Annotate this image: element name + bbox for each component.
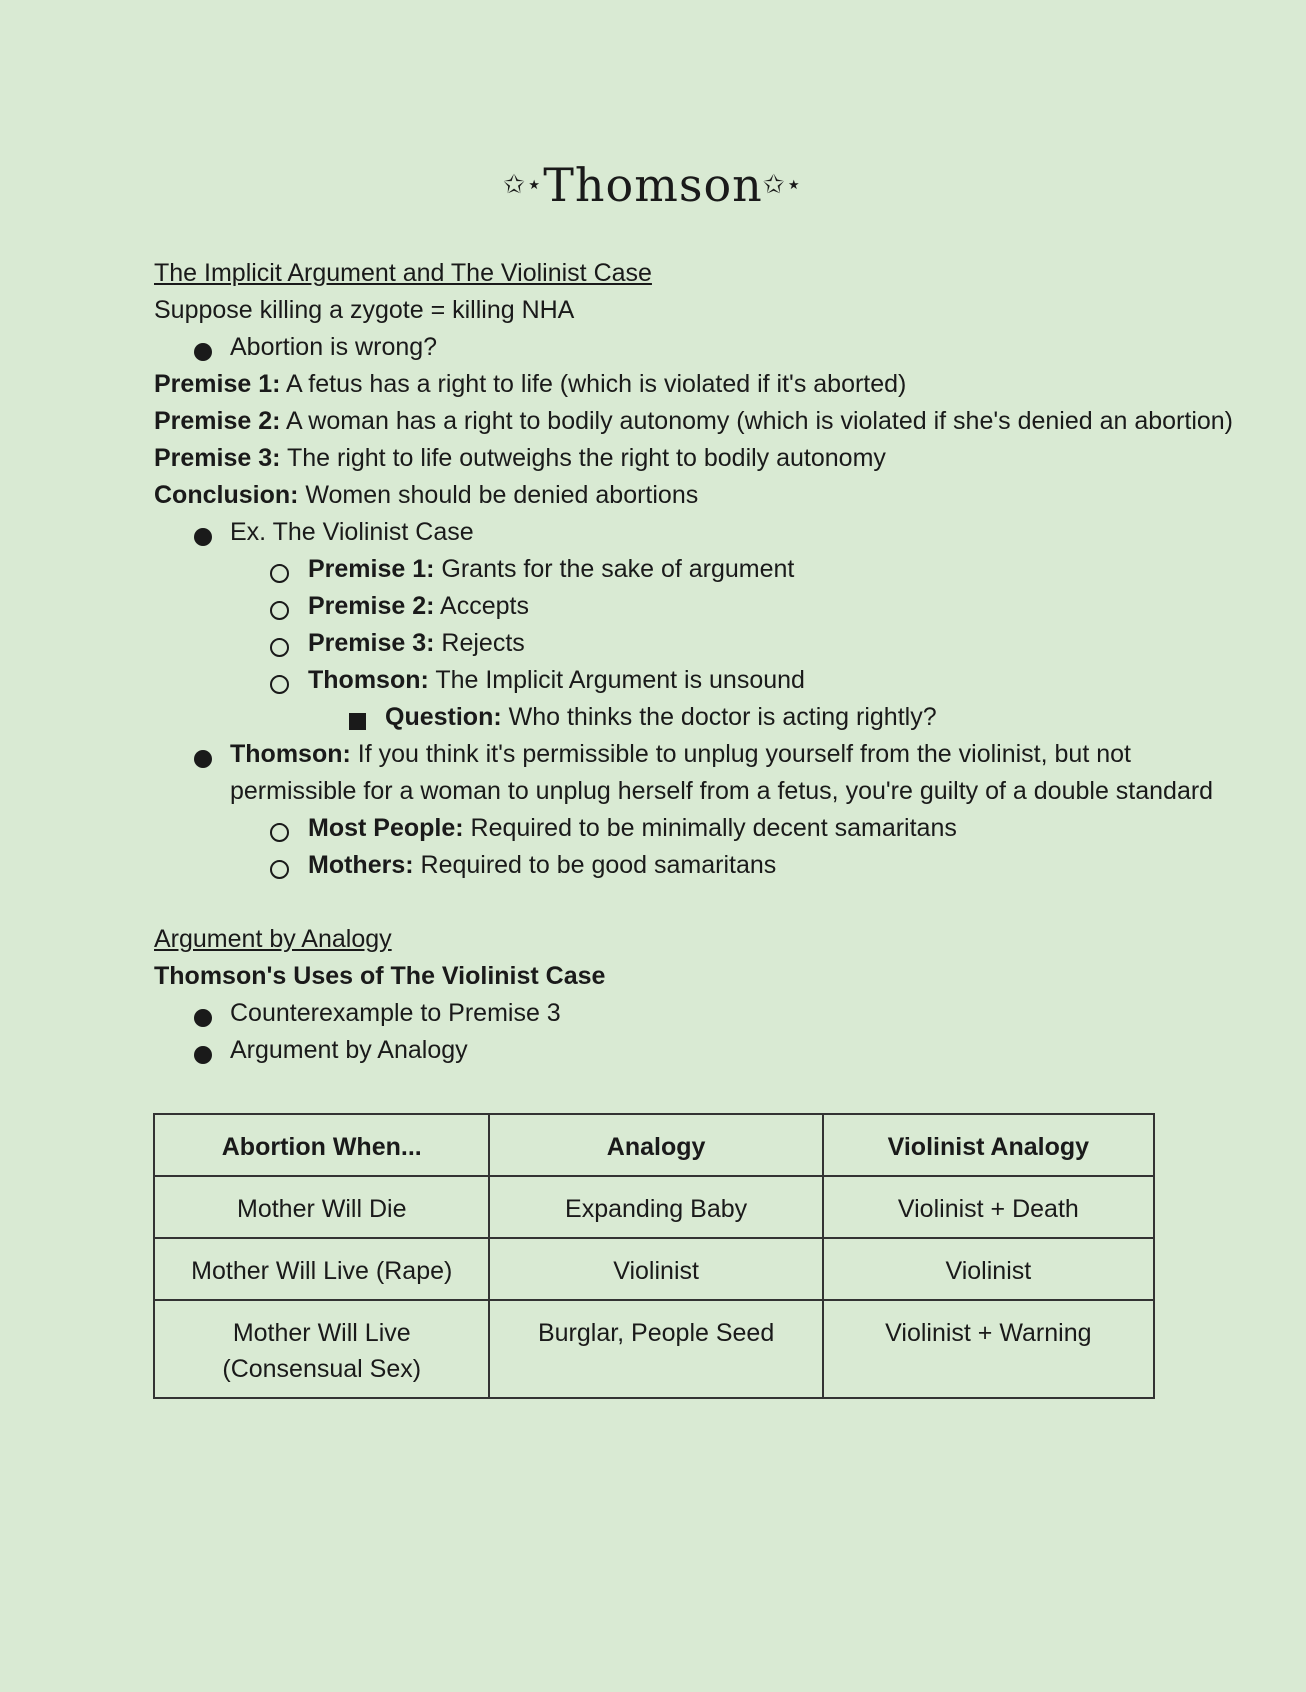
star-icon: ✩⋆ — [503, 170, 544, 200]
list-item-text: Ex. The Violinist Case — [230, 518, 474, 546]
list-item — [154, 699, 1164, 736]
list-item-continuation: permissible for a woman to unplug herself from a fetus, you're guilty of a double standard — [230, 777, 1214, 805]
premise-label: Premise 1: — [154, 370, 281, 398]
table-cell: Mother Will Live (Rape) — [154, 1238, 489, 1300]
list-item-text: Argument by Analogy — [230, 1036, 468, 1064]
table-cell: Violinist + Death — [823, 1176, 1154, 1238]
table-header-cell: Analogy — [489, 1114, 822, 1176]
spacer — [154, 884, 1164, 921]
analogy-table — [153, 1113, 1155, 1399]
list-item — [154, 810, 1164, 847]
premise-text: A woman has a right to bodily autonomy (which is violated if she's denied an abortion) — [280, 407, 1234, 435]
premise-text: The right to life outweighs the right to bodily autonomy — [280, 444, 886, 472]
subheading: Thomson's Uses of The Violinist Case — [154, 962, 606, 990]
section-heading-implicit-argument: The Implicit Argument and The Violinist Case — [154, 259, 652, 287]
list-item — [154, 551, 1164, 588]
table-cell: Mother Will Live (Consensual Sex) — [154, 1300, 489, 1398]
list-item — [154, 588, 1164, 625]
conclusion-label: Conclusion: — [154, 481, 299, 509]
bullet-disc-icon — [194, 1046, 212, 1064]
list-item — [154, 995, 1164, 1032]
list-item — [154, 662, 1164, 699]
list-item-label: Thomson: — [308, 666, 429, 694]
premise-3 — [154, 440, 1164, 477]
bullet-circle-icon — [270, 675, 289, 694]
bullet-circle-icon — [270, 564, 289, 583]
table-row — [154, 1300, 1154, 1398]
list-item-label: Question: — [385, 703, 502, 731]
list-item-text: Abortion is wrong? — [230, 333, 438, 361]
bullet-square-icon — [349, 713, 366, 730]
list-item-text: Counterexample to Premise 3 — [230, 999, 561, 1027]
table-header-cell: Violinist Analogy — [823, 1114, 1154, 1176]
bullet-circle-icon — [270, 601, 289, 620]
list-item — [154, 736, 1164, 773]
list-item-label: Mothers: — [308, 851, 414, 879]
list-item-text: Required to be good samaritans — [413, 851, 777, 879]
bullet-circle-icon — [270, 638, 289, 657]
list-item — [154, 847, 1164, 884]
list-item-label: Premise 3: — [308, 629, 435, 657]
table-header-row — [154, 1114, 1154, 1176]
table-cell: Expanding Baby — [489, 1176, 822, 1238]
list-item-text: Accepts — [434, 592, 529, 620]
premise-2 — [154, 403, 1234, 440]
premise-text: A fetus has a right to life (which is violated if it's aborted) — [280, 370, 907, 398]
star-icon: ✩⋆ — [762, 170, 803, 200]
page-title-text: Thomson — [543, 158, 763, 212]
table-cell: Mother Will Die — [154, 1176, 489, 1238]
list-item — [154, 514, 1164, 551]
table-cell: Burglar, People Seed — [489, 1300, 822, 1398]
list-item-text: Who thinks the doctor is acting rightly? — [501, 703, 937, 731]
list-item-label: Thomson: — [230, 740, 351, 768]
list-item-label: Premise 2: — [308, 592, 435, 620]
list-item — [154, 625, 1164, 662]
table-row — [154, 1238, 1154, 1300]
table-cell: Violinist — [823, 1238, 1154, 1300]
bullet-disc-icon — [194, 343, 212, 361]
notes-body — [154, 255, 1234, 1069]
table-cell: Violinist — [489, 1238, 822, 1300]
bullet-circle-icon — [270, 823, 289, 842]
table-cell: Violinist + Warning — [823, 1300, 1154, 1398]
page-title — [0, 158, 1306, 212]
list-item-text: Rejects — [434, 629, 525, 657]
bullet-disc-icon — [194, 1009, 212, 1027]
conclusion-text: Women should be denied abortions — [298, 481, 699, 509]
list-item-label: Most People: — [308, 814, 464, 842]
bullet-disc-icon — [194, 528, 212, 546]
premise-label: Premise 3: — [154, 444, 281, 472]
bullet-disc-icon — [194, 750, 212, 768]
list-item-text: If you think it's permissible to unplug yourself from the violinist, but not — [350, 740, 1131, 768]
premise-label: Premise 2: — [154, 407, 281, 435]
list-item — [154, 1032, 1164, 1069]
premise-1 — [154, 366, 1164, 403]
list-item-text: The Implicit Argument is unsound — [428, 666, 805, 694]
table-row — [154, 1176, 1154, 1238]
list-item-label: Premise 1: — [308, 555, 435, 583]
list-item-text: Required to be minimally decent samaritans — [463, 814, 957, 842]
list-item-text: Grants for the sake of argument — [434, 555, 795, 583]
intro-line: Suppose killing a zygote = killing NHA — [154, 296, 575, 324]
list-item — [154, 329, 1164, 366]
conclusion — [154, 477, 1164, 514]
section-heading-argument-by-analogy: Argument by Analogy — [154, 925, 392, 953]
table-header-cell: Abortion When... — [154, 1114, 489, 1176]
bullet-circle-icon — [270, 860, 289, 879]
